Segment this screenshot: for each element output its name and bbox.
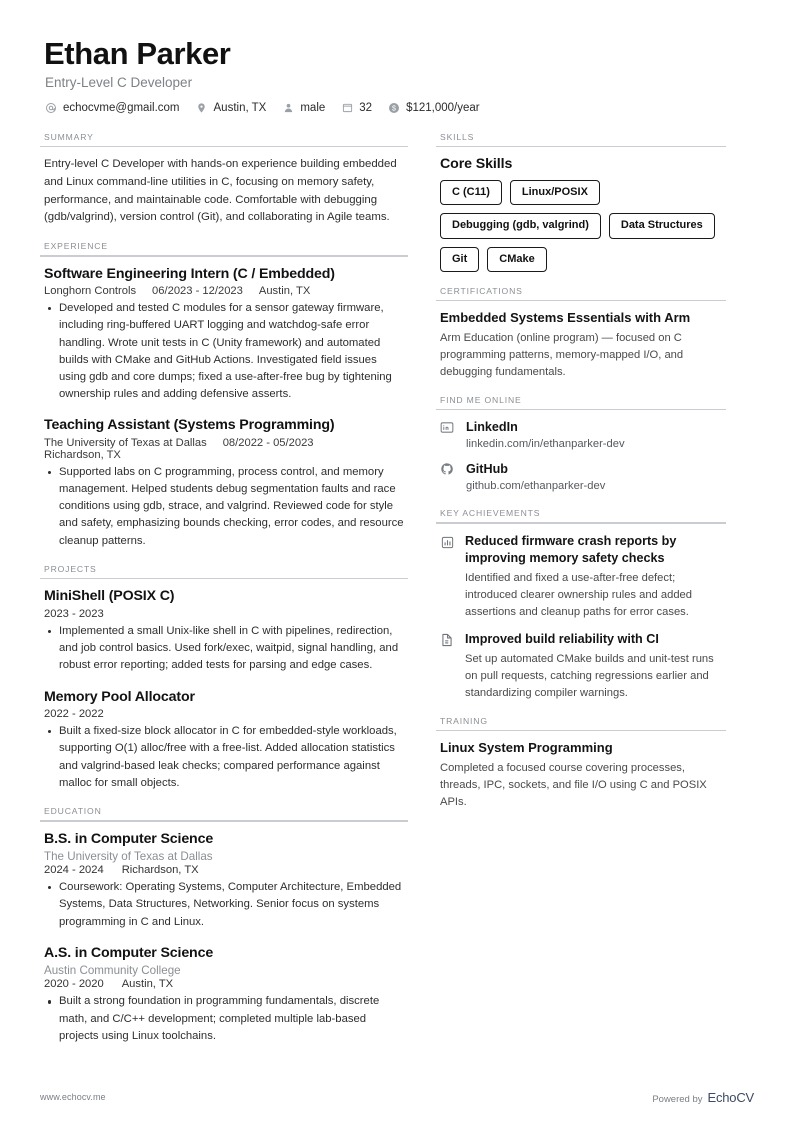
project-entry: [44, 689, 404, 792]
section-training: [436, 716, 726, 811]
section-title-summary: SUMMARY: [44, 131, 94, 142]
contact-location-value: Austin, TX: [213, 101, 267, 114]
linkedin-icon: [440, 420, 454, 434]
section-divider: [40, 255, 408, 257]
section-divider: [436, 730, 726, 732]
experience-meta: [44, 437, 404, 461]
link-text: [466, 419, 625, 452]
education-entry: [44, 945, 404, 1045]
skill-chip: C (C11): [440, 180, 502, 205]
bullet-item: Supported labs on C programming, process control, and memory management. Helped students debug segmentation faults and race conditions using gdb, strace, and valgrind. Reviewed code for style and safety, emphasizing bounds checking, error codes, and resource cleanup patterns.: [59, 464, 404, 550]
footer-powered-label: Powered by: [652, 1093, 703, 1105]
experience-org: The University of Texas at Dallas: [44, 436, 207, 449]
section-find-me-online: [436, 395, 726, 495]
resume-header: [40, 36, 754, 114]
footer-brand: EchoCV: [707, 1089, 754, 1105]
achievement-text: [465, 533, 722, 620]
education-entry: [44, 831, 404, 931]
experience-dates: 08/2022 - 05/2023: [222, 436, 314, 449]
section-divider: [40, 578, 408, 580]
achievement-description: Set up automated CMake builds and unit-test runs on pull requests, catching regressions earlier and standardizing compiler warnings.: [465, 653, 714, 700]
link-url[interactable]: github.com/ethanparker-dev: [466, 480, 606, 493]
section-divider: [436, 146, 726, 148]
skill-chip: Git: [440, 247, 479, 272]
skills-group-title: Core Skills: [440, 156, 513, 173]
section-experience: [40, 241, 408, 550]
section-title-find-me-online: FIND ME ONLINE: [440, 394, 522, 405]
location-pin-icon: [196, 102, 208, 114]
bullet-item: Built a fixed-size block allocator in C for embedded-style workloads, supporting O(1) alloc/free with a free-list. Added allocation statistics and valgrind-based leak checks; compared performance against malloc for small objects.: [59, 723, 404, 792]
section-key-achievements: [436, 508, 726, 701]
education-degree: A.S. in Computer Science: [44, 944, 214, 961]
experience-org: Longhorn Controls: [44, 285, 137, 298]
project-bullets: [44, 723, 404, 792]
certification-item: [440, 310, 722, 380]
calendar-icon: [341, 102, 353, 114]
achievement-description: Identified and fixed a use-after-free defect; introduced clearer ownership rules and added assertions and cleanup paths for error cases.: [465, 572, 693, 618]
experience-dates: 06/2023 - 12/2023: [152, 285, 243, 298]
certification-title: Embedded Systems Essentials with Arm: [440, 310, 691, 326]
svg-text:$: $: [392, 105, 397, 113]
skill-chip: CMake: [487, 247, 546, 272]
section-title-certifications: CERTIFICATIONS: [440, 285, 523, 296]
bullet-item: Coursework: Operating Systems, Computer Architecture, Embedded Systems, Data Structures, Networking. Senior focus on systems programming in C and Linux.: [59, 879, 404, 930]
skill-chip: Debugging (gdb, valgrind): [440, 213, 601, 238]
link-item-linkedin[interactable]: [440, 419, 722, 452]
contact-email-value: echocvme@gmail.com: [63, 101, 180, 114]
page-footer: [0, 1071, 794, 1123]
section-divider: [40, 820, 408, 822]
section-projects: [40, 564, 408, 792]
education-meta: [44, 978, 404, 990]
contact-salary-value: $121,000/year: [406, 101, 480, 114]
training-description: Completed a focused course covering processes, threads, IPC, sockets, and file I/O using C and POSIX APIs.: [440, 762, 707, 808]
education-school: Austin Community College: [44, 964, 181, 978]
experience-entry: [44, 266, 404, 404]
education-location: Richardson, TX: [121, 864, 199, 877]
skill-chip: Linux/POSIX: [510, 180, 600, 205]
section-skills: [436, 132, 726, 272]
contact-gender-value: male: [300, 101, 326, 114]
section-title-projects: PROJECTS: [44, 563, 97, 574]
contact-gender: [282, 102, 325, 114]
link-text: [466, 461, 605, 494]
training-item: [440, 740, 722, 810]
summary-text: Entry-level C Developer with hands-on experience building embedded and Linux command-line utilities in C, focusing on memory safety, performance, and maintainable code. Comfortable with debugging (gdb/valgrind), version control (Git), and collaborating in Agile teams.: [44, 158, 397, 224]
project-dates: 2022 - 2022: [44, 708, 104, 721]
training-title: Linux System Programming: [440, 740, 613, 756]
project-entry: [44, 588, 404, 674]
project-meta: [44, 708, 404, 720]
bullet-item: Implemented a small Unix-like shell in C with pipelines, redirection, and job control basics. Used fork/exec, waitpid, signal handling, and robust error reporting; added tests for parsing and edge cases.: [59, 623, 404, 674]
section-divider: [436, 522, 726, 524]
bullet-item: Built a strong foundation in programming fundamentals, discrete math, and C/C++ development; completed multiple lab-based projects using Linux toolchains.: [59, 993, 404, 1044]
section-title-education: EDUCATION: [44, 805, 102, 816]
resume-body: [40, 132, 754, 1059]
skill-chip: Data Structures: [609, 213, 715, 238]
project-meta: [44, 608, 404, 620]
section-title-key-achievements: KEY ACHIEVEMENTS: [440, 508, 541, 519]
education-school: The University of Texas at Dallas: [44, 850, 213, 864]
experience-location: Austin, TX: [258, 285, 311, 298]
achievement-title: Reduced firmware crash reports by improving memory safety checks: [465, 534, 677, 566]
bar-chart-icon: [440, 535, 454, 549]
experience-entry: [44, 417, 404, 550]
contact-age: [341, 102, 372, 114]
section-title-training: TRAINING: [440, 715, 488, 726]
candidate-headline: Entry-Level C Developer: [45, 74, 193, 90]
experience-bullets: [44, 300, 404, 403]
certification-description: Arm Education (online program) — focused on C programming patterns, memory-mapped I/O, and debugging fundamentals.: [440, 332, 684, 378]
footer-powered-by: [652, 1090, 754, 1105]
experience-title: Software Engineering Intern (C / Embedded): [44, 265, 335, 282]
section-divider: [40, 146, 408, 148]
achievement-item: [440, 631, 722, 701]
contact-email: [45, 102, 180, 114]
education-meta: [44, 864, 404, 876]
section-title-experience: EXPERIENCE: [44, 240, 108, 251]
email-icon: [45, 102, 57, 114]
bullet-item: Developed and tested C modules for a sensor gateway firmware, including ring-buffered UART logging and watchdog-safe error handling. Wrote unit tests in C (Unity framework) and automated builds with CMake and GitHub Actions. Investigated field issues using gdb and core dumps; fixed a use-after-free bug by tightening ownership rules and adding defensive asserts.: [59, 300, 404, 403]
link-url[interactable]: linkedin.com/in/ethanparker-dev: [466, 438, 625, 451]
person-icon: [282, 102, 294, 114]
experience-location: Richardson, TX: [44, 448, 121, 461]
project-dates: 2023 - 2023: [44, 608, 104, 621]
project-title: MiniShell (POSIX C): [44, 588, 175, 605]
right-column: [436, 132, 726, 825]
education-bullets: [44, 993, 404, 1044]
section-divider: [436, 300, 726, 302]
experience-title: Teaching Assistant (Systems Programming): [44, 417, 335, 434]
link-item-github[interactable]: [440, 461, 722, 494]
achievement-title: Improved build reliability with CI: [465, 632, 659, 647]
contact-salary: [388, 102, 480, 114]
achievement-item: [440, 533, 722, 620]
section-summary: [40, 132, 408, 227]
contact-location: [196, 102, 267, 114]
skill-chip-list: [440, 180, 722, 272]
section-certifications: [436, 286, 726, 381]
footer-site-url[interactable]: www.echocv.me: [40, 1092, 106, 1102]
experience-bullets: [44, 464, 404, 550]
section-divider: [436, 409, 726, 411]
education-bullets: [44, 879, 404, 930]
achievement-text: [465, 631, 722, 701]
project-title: Memory Pool Allocator: [44, 688, 195, 705]
education-dates: 2020 - 2020: [44, 978, 104, 991]
contact-row: [45, 102, 754, 114]
contact-age-value: 32: [359, 101, 373, 114]
document-icon: [440, 633, 454, 647]
link-label: GitHub: [466, 462, 508, 477]
github-icon: [440, 462, 454, 476]
experience-meta: [44, 285, 404, 297]
section-education: [40, 806, 408, 1045]
candidate-name: Ethan Parker: [44, 36, 231, 71]
link-label: LinkedIn: [466, 420, 518, 435]
education-location: Austin, TX: [121, 978, 174, 991]
education-dates: 2024 - 2024: [44, 864, 104, 877]
education-degree: B.S. in Computer Science: [44, 830, 214, 847]
section-title-skills: SKILLS: [440, 131, 475, 142]
info-circle-icon: [388, 102, 400, 114]
left-column: [40, 132, 436, 1059]
project-bullets: [44, 623, 404, 674]
